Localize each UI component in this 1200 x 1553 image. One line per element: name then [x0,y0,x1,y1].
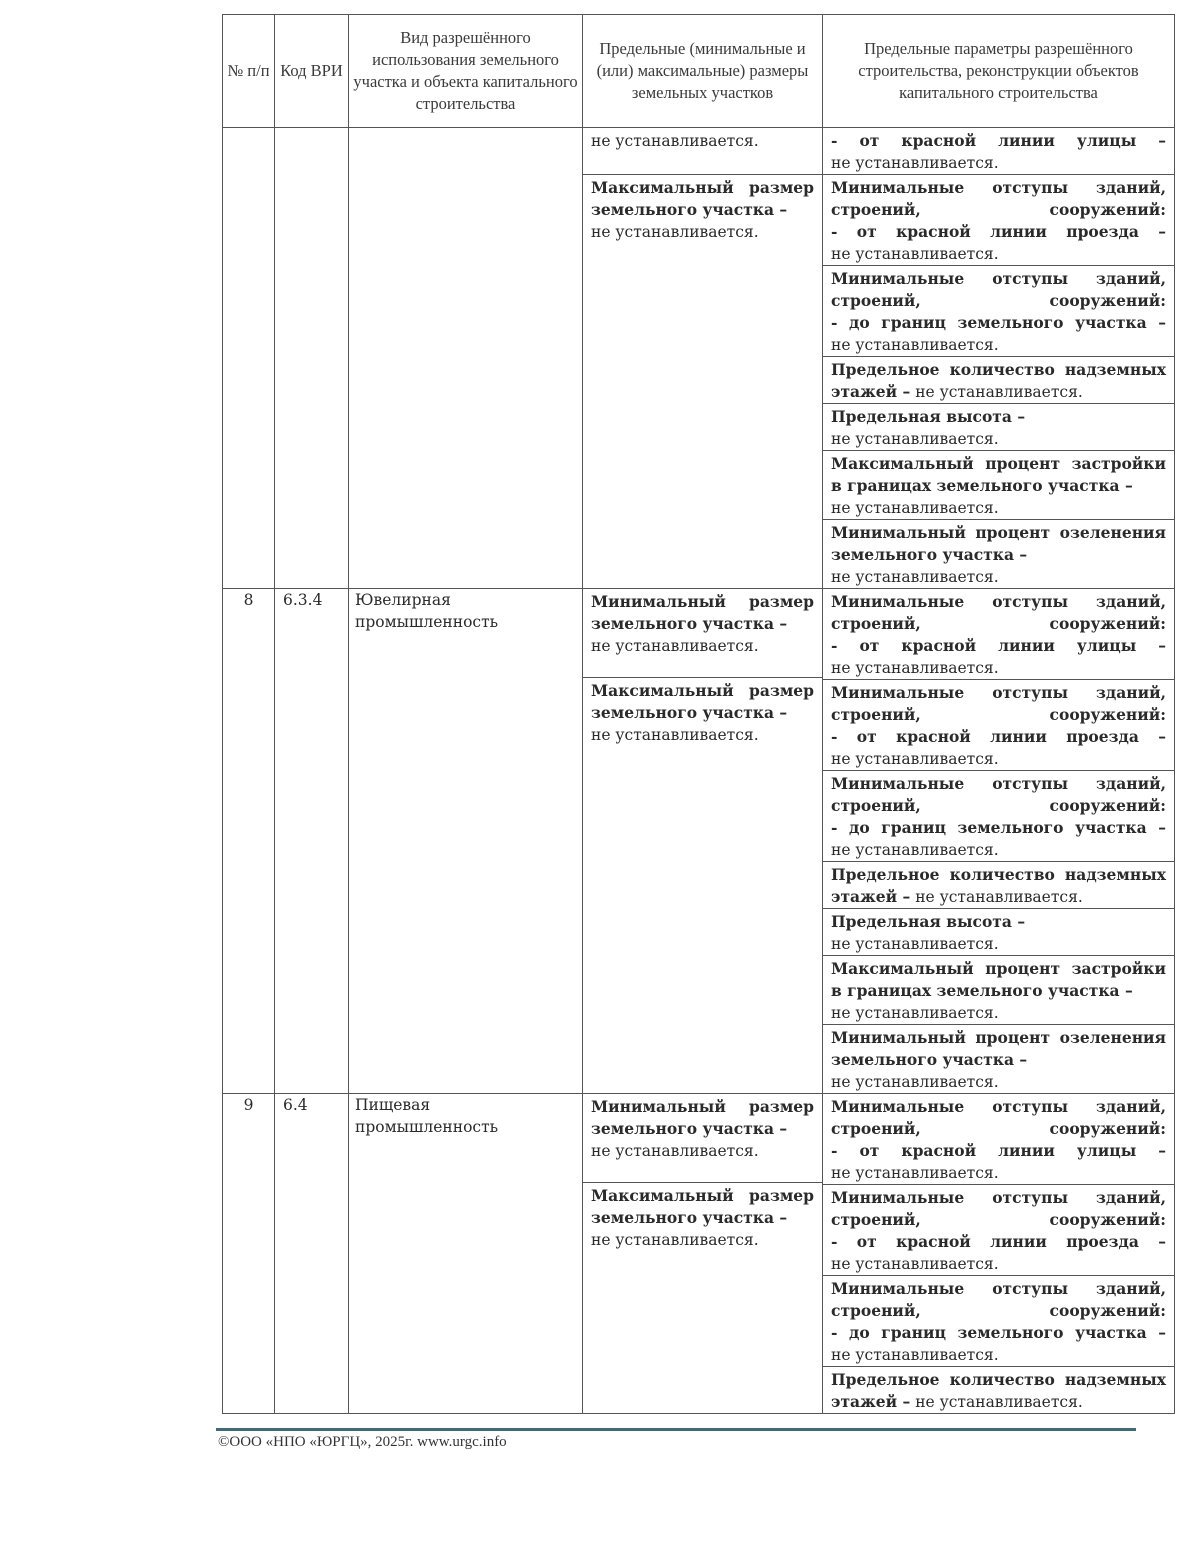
cell-sizes [583,1094,823,1414]
param-sub: - от красной линии проезда – [831,222,1166,241]
param-value: не устанавливается. [915,888,1083,906]
param-sub: этажей – [831,1392,911,1411]
param-sub: - от красной линии проезда – [831,1232,1166,1251]
params-subtable [823,1094,1174,1413]
param-value: не устанавливается. [831,1004,999,1022]
zoning-table [222,14,1175,1414]
param-sub: - до границ земельного участка – [831,313,1166,332]
param-title: Минимальные отступы зданий, строений, сооружений: [831,683,1166,724]
header-num: № п/п [223,15,275,128]
sizes-subtable [583,1094,822,1409]
param-sub: - от красной линии улицы – [831,636,1166,655]
header-params: Предельные параметры разрешённого строительства, реконструкции объектов капитального строительства [823,15,1175,128]
param-value: не устанавливается. [831,750,999,768]
param-sub: - до границ земельного участка – [831,818,1166,837]
param-title: Максимальный процент застройки [831,959,1166,978]
param-title: Минимальные отступы зданий, строений, сооружений: [831,1279,1166,1320]
param-value: не устанавливается. [831,659,999,677]
cell-params [823,1094,1175,1414]
header-use: Вид разрешённого использования земельного участка и объекта капитального строительства [349,15,583,128]
param-sub: в границах земельного участка – [831,981,1133,1000]
max-size-title: Максимальный размер земельного участка – [591,681,814,722]
param-value: не устанавливается. [831,1255,999,1273]
max-size-value: не устанавливается. [591,726,759,744]
max-size-value: не устанавливается. [591,223,759,241]
footer-divider [216,1428,1136,1431]
cell-code: 6.4 [275,1094,349,1414]
param-title: - от красной линии улицы – [831,131,1166,150]
param-value: не устанавливается. [831,1346,999,1364]
param-title: Предельная высота – [831,912,1026,931]
param-sub: земельного участка – [831,545,1028,564]
cell-sizes [583,128,823,589]
param-sub: этажей – [831,382,911,401]
params-subtable [823,589,1174,1093]
param-title: Минимальные отступы зданий, строений, сооружений: [831,592,1166,633]
params-subtable [823,128,1174,588]
param-value: не устанавливается. [831,935,999,953]
param-title: Минимальный процент озеленения [831,523,1166,542]
min-size-value: не устанавливается. [591,1142,759,1160]
param-title: Минимальные отступы зданий, строений, сооружений: [831,1097,1166,1138]
param-title: Предельное количество надземных [831,865,1166,884]
param-title: Предельная высота – [831,407,1026,426]
cell-params [823,128,1175,589]
cell-code: 6.3.4 [275,589,349,1094]
max-size-value: не устанавливается. [591,1231,759,1249]
param-value: не устанавливается. [831,245,999,263]
param-value: не устанавливается. [831,154,999,172]
cell-params [823,589,1175,1094]
param-value: не устанавливается. [915,1393,1083,1411]
param-value: не устанавливается. [915,383,1083,401]
param-title: Минимальные отступы зданий, строений, сооружений: [831,1188,1166,1229]
footer-copyright: ©ООО «НПО «ЮРГЦ», 2025г. www.urgc.info [218,1434,507,1450]
header-code: Код ВРИ [275,15,349,128]
min-size-value: не устанавливается. [591,637,759,655]
table-header-row [223,15,1175,128]
param-value: не устанавливается. [831,568,999,586]
param-sub: этажей – [831,887,911,906]
cell-use: Пищевая промышленность [349,1094,583,1414]
max-size-title: Максимальный размер земельного участка – [591,1186,814,1227]
cell-sizes [583,589,823,1094]
max-size-title: Максимальный размер земельного участка – [591,178,814,219]
cell-code [275,128,349,589]
cell-num [223,128,275,589]
param-title: Максимальный процент застройки [831,454,1166,473]
param-sub: земельного участка – [831,1050,1028,1069]
param-value: не устанавливается. [831,499,999,517]
param-title: Минимальные отступы зданий, строений, сооружений: [831,269,1166,310]
table-row [223,589,1175,1094]
param-value: не устанавливается. [831,430,999,448]
table-row [223,128,1175,589]
min-size-title: Минимальный размер земельного участка – [591,1097,814,1138]
param-title: Минимальные отступы зданий, строений, сооружений: [831,774,1166,815]
param-title: Предельное количество надземных [831,360,1166,379]
param-sub: в границах земельного участка – [831,476,1133,495]
min-size-title: Минимальный размер земельного участка – [591,592,814,633]
sizes-subtable [583,589,822,1084]
param-sub: - до границ земельного участка – [831,1323,1166,1342]
cell-use [349,128,583,589]
param-value: не устанавливается. [831,336,999,354]
param-value: не устанавливается. [831,841,999,859]
param-title: Минимальный процент озеленения [831,1028,1166,1047]
param-title: Минимальные отступы зданий, строений, сооружений: [831,178,1166,219]
param-value: не устанавливается. [831,1164,999,1182]
param-value: не устанавливается. [831,1073,999,1091]
sizes-subtable [583,128,822,582]
cell-num: 9 [223,1094,275,1414]
param-sub: - от красной линии улицы – [831,1141,1166,1160]
size-tail: не устанавливается. [591,132,759,150]
cell-use: Ювелирная промышленность [349,589,583,1094]
param-title: Предельное количество надземных [831,1370,1166,1389]
param-sub: - от красной линии проезда – [831,727,1166,746]
header-sizes: Предельные (минимальные и (или) максимальные) размеры земельных участков [583,15,823,128]
table-row [223,1094,1175,1414]
cell-num: 8 [223,589,275,1094]
